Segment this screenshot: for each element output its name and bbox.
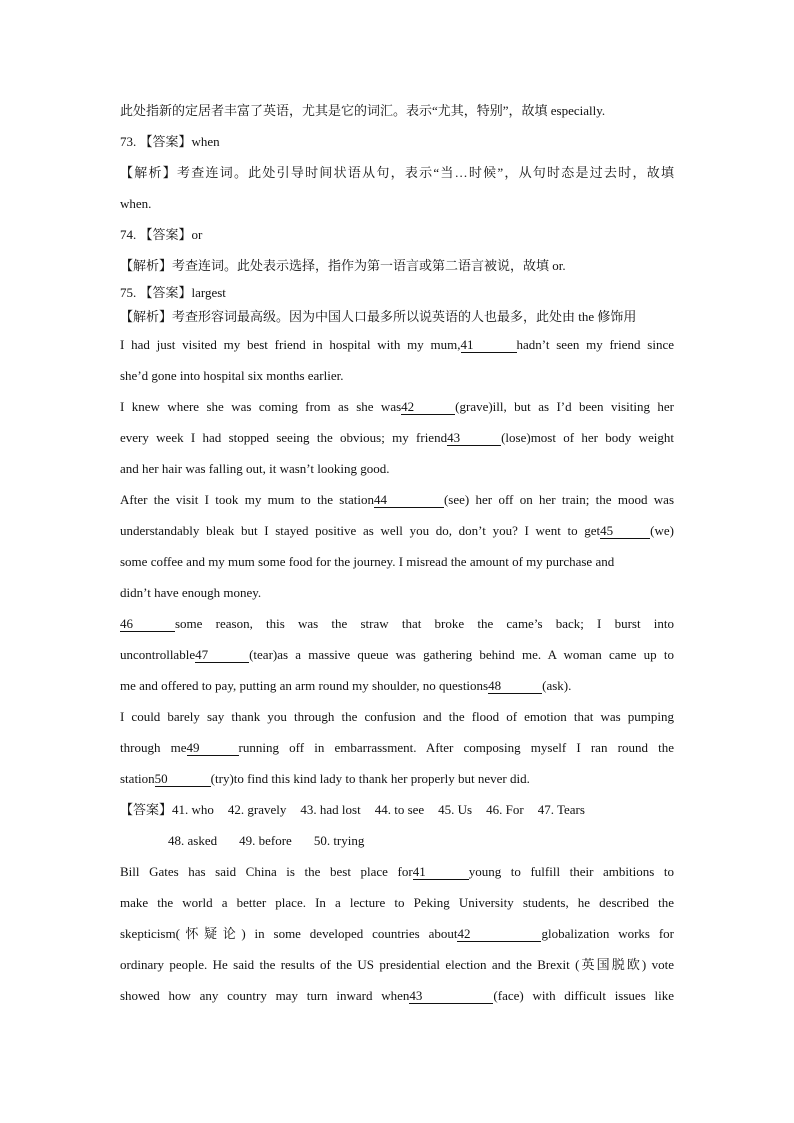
answer-key-row2: [120, 825, 674, 856]
answer-item: 46. For: [486, 802, 524, 817]
passage1-line: 46 some reason, this was the straw that broke the came’s back; I burst into: [120, 616, 674, 631]
passage-2: [120, 856, 674, 1011]
passage1-line: I had just visited my best friend in hospital with my mum,41 hadn’t seen my friend since: [120, 337, 674, 352]
answer-item: 48. asked: [168, 833, 218, 848]
passage2-line: skepticism(怀疑论) in some developed countries about42 globalization works for: [120, 926, 674, 941]
blank-43[interactable]: 43: [409, 989, 493, 1004]
passage1-line: she’d gone into hospital six months earlier.: [120, 368, 344, 383]
analysis-74: 【解析】考查连词。此处表示选择，指作为第一语言或第二语言被说，故填 or.: [120, 258, 566, 273]
passage1-line: I knew where she was coming from as she was42 (grave)ill, but as I’d been visiting her: [120, 399, 674, 414]
blank-42[interactable]: 42: [457, 927, 541, 942]
blank-48[interactable]: 48: [488, 679, 542, 694]
passage1-line: didn’t have enough money.: [120, 585, 262, 600]
blank-49[interactable]: 49: [187, 741, 239, 756]
passage-1: [120, 329, 674, 794]
answer-item: 49. before: [239, 833, 292, 848]
passage1-line: me and offered to pay, putting an arm round my shoulder, no questions48 (ask).: [120, 678, 572, 693]
passage1-line: I could barely say thank you through the confusion and the flood of emotion that was pumping: [120, 709, 674, 724]
passage1-line: some coffee and my mum some food for the journey. I misread the amount of my purchase and: [120, 554, 615, 569]
blank-43[interactable]: 43: [447, 431, 501, 446]
passage2-line: ordinary people. He said the results of the US presidential election and the Brexit (英国脱欧) vote: [120, 957, 674, 972]
analysis-73-line2: when.: [120, 196, 152, 211]
document-page: [120, 95, 674, 1011]
passage1-line: through me49 running off in embarrassment. After composing myself I ran round the: [120, 740, 675, 755]
passage1-line: and her hair was falling out, it wasn’t looking good.: [120, 461, 390, 476]
explanation-72: 此处指新的定居者丰富了英语，尤其是它的词汇。表示“尤其，特别”，故填 especially.: [120, 103, 606, 118]
answer-prefix: 【答案】: [120, 802, 173, 817]
passage1-line: every week I had stopped seeing the obvious; my friend43 (lose)most of her body weight: [120, 430, 674, 445]
passage1-line: After the visit I took my mum to the station44 (see) her off on her train; the mood was: [120, 492, 675, 507]
analysis-73-line1: 【解析】考查连词。此处引导时间状语从句，表示“当…时候”，从句时态是过去时，故填: [120, 165, 674, 180]
answer-item: 43. had lost: [300, 802, 361, 817]
answer-item: 45. Us: [438, 802, 473, 817]
blank-41[interactable]: 41: [413, 865, 469, 880]
answer-75: 75. 【答案】largest: [120, 285, 226, 300]
blank-42[interactable]: 42: [401, 400, 455, 415]
answer-item: 47. Tears: [537, 802, 585, 817]
analysis-75: 【解析】考查形容词最高级。因为中国人口最多所以说英语的人也最多，此处由 the 修饰用: [120, 309, 637, 324]
blank-47[interactable]: 47: [195, 648, 249, 663]
answer-item: 50. trying: [313, 833, 365, 848]
passage2-line: showed how any country may turn inward when43 (face) with difficult issues like: [120, 988, 674, 1003]
passage2-line: make the world a better place. In a lecture to Peking University students, he described the: [120, 895, 674, 910]
passage1-line: understandably bleak but I stayed positive as well you do, don’t you? I went to get45 (we): [120, 523, 674, 538]
blank-46[interactable]: 46: [120, 617, 175, 632]
answer-item: 42. gravely: [227, 802, 287, 817]
passage1-line: station50 (try)to find this kind lady to thank her properly but never did.: [120, 771, 530, 786]
blank-50[interactable]: 50: [155, 772, 211, 787]
answer-key-row1: [120, 794, 674, 825]
blank-44[interactable]: 44: [374, 493, 444, 508]
answer-item: 44. to see: [374, 802, 425, 817]
answer-74: 74. 【答案】or: [120, 227, 203, 242]
passage1-line: uncontrollable47 (tear)as a massive queue was gathering behind me. A woman came up to: [120, 647, 674, 662]
answer-73: 73. 【答案】when: [120, 134, 220, 149]
passage2-line: Bill Gates has said China is the best place for41 young to fulfill their ambitions to: [120, 864, 674, 879]
answer-item: 41. who: [172, 802, 214, 817]
blank-45[interactable]: 45: [600, 524, 650, 539]
blank-41[interactable]: 41: [461, 338, 517, 353]
